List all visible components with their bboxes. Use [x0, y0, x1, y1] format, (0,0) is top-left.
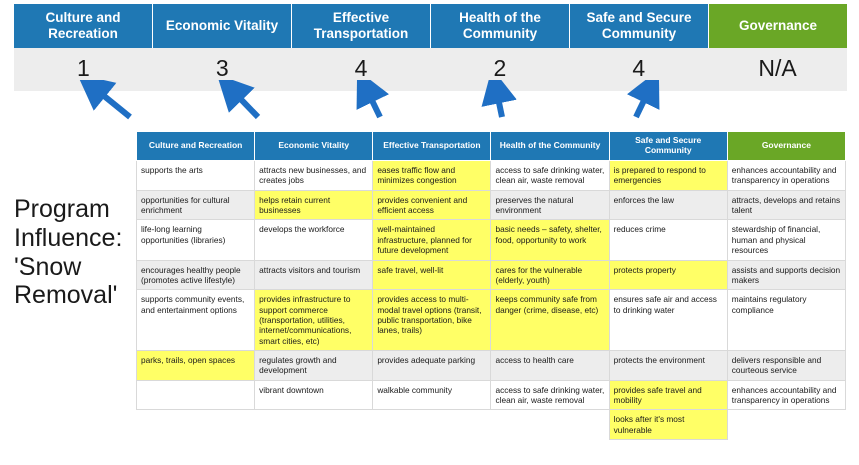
matrix-cell-r7-c5: [727, 410, 845, 440]
scorecard-summary-band: [14, 4, 847, 91]
matrix-row: [137, 260, 846, 290]
matrix-header-row: [137, 132, 846, 161]
matrix-cell-r4-c2: provides access to multi-modal travel options (transit, public transportation, bike lanes, trails): [373, 290, 491, 351]
matrix-cell-r5-c2: provides adequate parking: [373, 351, 491, 381]
matrix-cell-r0-c4: is prepared to respond to emergencies: [609, 161, 727, 191]
scorecard-score-0: 1: [14, 48, 153, 91]
matrix-cell-r0-c1: attracts new businesses, and creates jobs: [255, 161, 373, 191]
matrix-cell-r6-c2: walkable community: [373, 380, 491, 410]
program-influence-matrix: [136, 131, 846, 440]
matrix-cell-r3-c3: cares for the vulnerable (elderly, youth): [491, 260, 609, 290]
matrix-cell-r6-c3: access to safe drinking water, clean air, waste removal: [491, 380, 609, 410]
scorecard-header-0: Culture and Recreation: [14, 4, 153, 48]
scorecard-header-1: Economic Vitality: [153, 4, 292, 48]
matrix-cell-r7-c3: [491, 410, 609, 440]
scorecard-score-4: 4: [569, 48, 708, 91]
matrix-column-header-0: Culture and Recreation: [137, 132, 255, 161]
arrow-economic-vitality: [231, 89, 258, 117]
matrix-cell-r3-c0: encourages healthy people (promotes active lifestyle): [137, 260, 255, 290]
scorecard-score-3: 2: [430, 48, 569, 91]
matrix-cell-r1-c5: attracts, develops and retains talent: [727, 190, 845, 220]
matrix-cell-r2-c2: well-maintained infrastructure, planned for future development: [373, 220, 491, 260]
matrix-column-header-2: Effective Transportation: [373, 132, 491, 161]
arrow-culture-recreation: [93, 87, 130, 117]
matrix-cell-r2-c3: basic needs – safety, shelter, food, opportunity to work: [491, 220, 609, 260]
matrix-cell-r1-c3: preserves the natural environment: [491, 190, 609, 220]
matrix-body: [137, 161, 846, 440]
scorecard-header-2: Effective Transportation: [292, 4, 431, 48]
scorecard-score-2: 4: [292, 48, 431, 91]
matrix-cell-r1-c2: provides convenient and efficient access: [373, 190, 491, 220]
matrix-cell-r7-c1: [255, 410, 373, 440]
matrix-cell-r6-c4: provides safe travel and mobility: [609, 380, 727, 410]
matrix-cell-r3-c1: attracts visitors and tourism: [255, 260, 373, 290]
matrix-column-header-3: Health of the Community: [491, 132, 609, 161]
matrix-row: [137, 161, 846, 191]
scorecard-header-5: Governance: [709, 4, 847, 48]
scorecard-header-row: [14, 4, 847, 48]
matrix-cell-r5-c1: regulates growth and development: [255, 351, 373, 381]
matrix-cell-r2-c0: life-long learning opportunities (libraries): [137, 220, 255, 260]
matrix-row: [137, 380, 846, 410]
matrix-cell-r3-c5: assists and supports decision makers: [727, 260, 845, 290]
matrix-column-header-5: Governance: [727, 132, 845, 161]
scorecard-score-5: N/A: [708, 48, 847, 91]
matrix-cell-r4-c4: ensures safe air and access to drinking water: [609, 290, 727, 351]
matrix-row: [137, 410, 846, 440]
scorecard-header-4: Safe and Secure Community: [570, 4, 709, 48]
matrix-row: [137, 190, 846, 220]
matrix-cell-r1-c0: opportunities for cultural enrichment: [137, 190, 255, 220]
arrow-group: [0, 80, 859, 135]
matrix-column-header-4: Safe and Secure Community: [609, 132, 727, 161]
matrix-cell-r6-c1: vibrant downtown: [255, 380, 373, 410]
matrix-column-header-1: Economic Vitality: [255, 132, 373, 161]
matrix-cell-r1-c4: enforces the law: [609, 190, 727, 220]
arrow-effective-transportation: [366, 88, 380, 117]
matrix-cell-r4-c1: provides infrastructure to support commerce (transportation, utilities, internet/communications, smart cities, etc): [255, 290, 373, 351]
scorecard-score-1: 3: [153, 48, 292, 91]
matrix-cell-r4-c3: keeps community safe from danger (crime, disease, etc): [491, 290, 609, 351]
matrix-cell-r2-c5: stewardship of financial, human and physical resources: [727, 220, 845, 260]
matrix-cell-r0-c0: supports the arts: [137, 161, 255, 191]
matrix-cell-r7-c0: [137, 410, 255, 440]
program-influence-caption: Program Influence: 'Snow Removal': [14, 195, 123, 310]
matrix-row: [137, 351, 846, 381]
matrix-cell-r1-c1: helps retain current businesses: [255, 190, 373, 220]
matrix-cell-r0-c3: access to safe drinking water, clean air, waste removal: [491, 161, 609, 191]
matrix-cell-r3-c2: safe travel, well-lit: [373, 260, 491, 290]
matrix-cell-r5-c0: parks, trails, open spaces: [137, 351, 255, 381]
matrix-row: [137, 290, 846, 351]
matrix-cell-r6-c0: [137, 380, 255, 410]
arrow-health-community: [496, 88, 502, 117]
arrow-safe-secure-community: [636, 88, 650, 117]
matrix-cell-r4-c0: supports community events, and entertainment options: [137, 290, 255, 351]
matrix-cell-r3-c4: protects property: [609, 260, 727, 290]
matrix-cell-r7-c4: looks after it's most vulnerable: [609, 410, 727, 440]
matrix-cell-r2-c1: develops the workforce: [255, 220, 373, 260]
matrix-cell-r2-c4: reduces crime: [609, 220, 727, 260]
matrix-cell-r7-c2: [373, 410, 491, 440]
matrix-row: [137, 220, 846, 260]
matrix-cell-r0-c2: eases traffic flow and minimizes congestion: [373, 161, 491, 191]
matrix-cell-r4-c5: maintains regulatory compliance: [727, 290, 845, 351]
matrix-cell-r6-c5: enhances accountability and transparency in operations: [727, 380, 845, 410]
matrix-cell-r5-c5: delivers responsible and courteous service: [727, 351, 845, 381]
matrix-cell-r0-c5: enhances accountability and transparency in operations: [727, 161, 845, 191]
scorecard-header-3: Health of the Community: [431, 4, 570, 48]
matrix-cell-r5-c3: access to health care: [491, 351, 609, 381]
matrix-cell-r5-c4: protects the environment: [609, 351, 727, 381]
